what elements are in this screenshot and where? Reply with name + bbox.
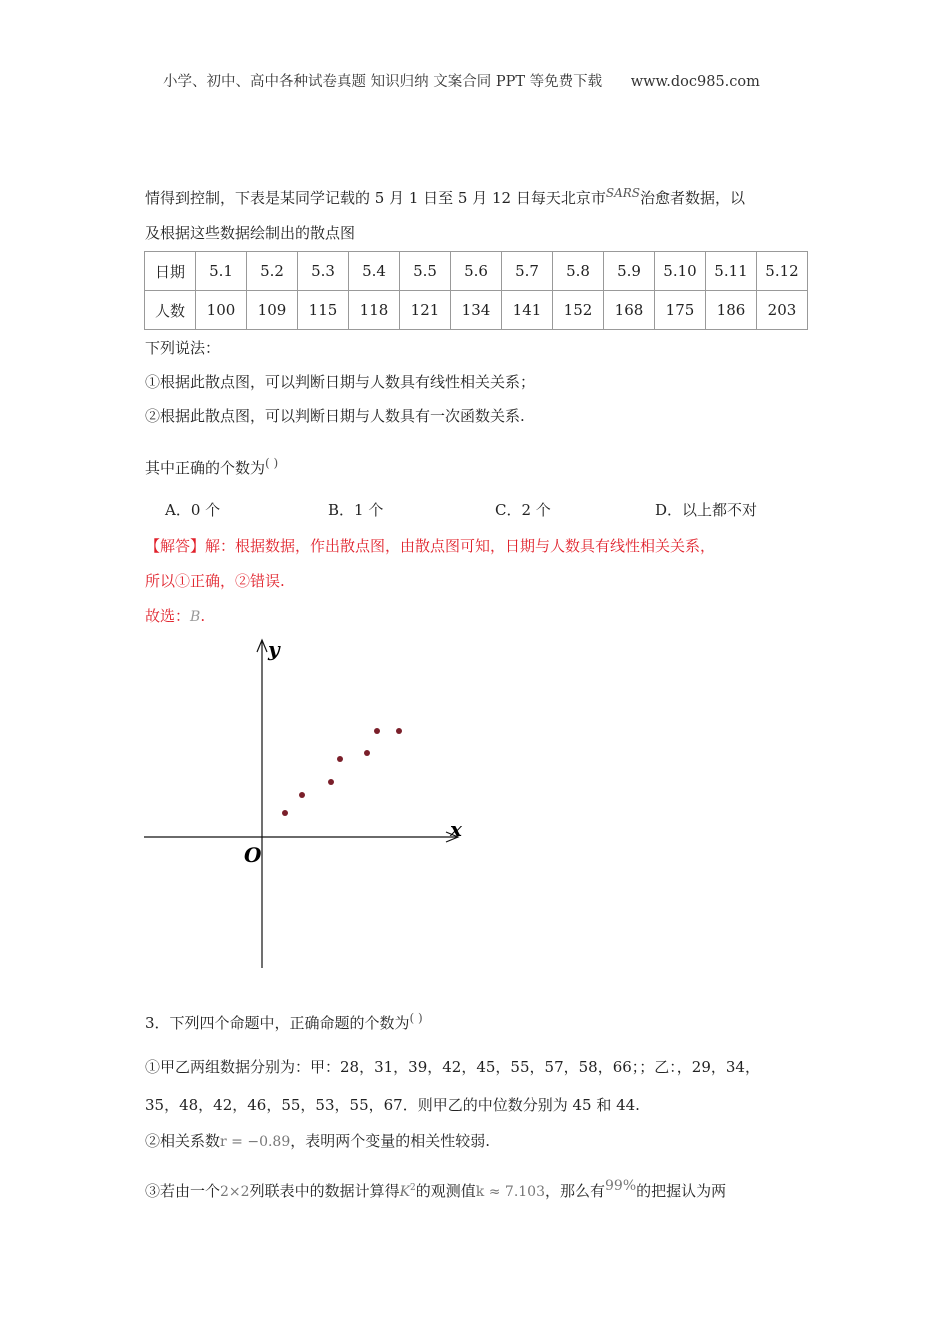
q3-title (145, 1011, 423, 1033)
table-cell-count: 168 (604, 291, 655, 330)
y-axis-label: y (268, 637, 280, 661)
p3-text-a: ③若由一个 (145, 1182, 221, 1200)
table-cell-count: 100 (196, 291, 247, 330)
scatter-point (396, 728, 402, 734)
statement-2: ②根据此散点图，可以判断日期与人数具有一次函数关系. (145, 407, 525, 425)
p3-text-d: ，那么有 (545, 1182, 606, 1200)
table-cell-date: 5.2 (247, 252, 298, 291)
table-cell-count: 115 (298, 291, 349, 330)
question-text: 其中正确的个数为 (145, 459, 266, 477)
table-cell-date: 5.4 (349, 252, 400, 291)
p3-text-c: 的观测值 (415, 1182, 476, 1200)
p3-math-4: 99% (605, 1178, 637, 1194)
table-cell-date: 5.1 (196, 252, 247, 291)
intro-text-end: 治愈者数据，以 (640, 189, 746, 207)
table-cell-count: 118 (349, 291, 400, 330)
p2-math: r = −0.89 (220, 1134, 291, 1150)
table-cell-count: 141 (502, 291, 553, 330)
statement-1: ①根据此散点图，可以判断日期与人数具有线性相关关系； (145, 373, 536, 391)
table-header-count: 人数 (145, 291, 196, 330)
table-cell-date: 5.3 (298, 252, 349, 291)
header-url[interactable]: www.doc985.com (630, 74, 760, 90)
choice-end: . (200, 607, 206, 625)
table-cell-date: 5.8 (553, 252, 604, 291)
table-header-date: 日期 (145, 252, 196, 291)
intro-text: 情得到控制，下表是某同学记载的 5 月 1 日至 5 月 12 日每天北京市 (145, 189, 606, 207)
table-cell-date: 5.9 (604, 252, 655, 291)
choice-value: B (190, 609, 201, 625)
intro-line-2: 及根据这些数据绘制出的散点图 (145, 224, 356, 242)
p3-text-b: 列联表中的数据计算得 (249, 1182, 400, 1200)
table-cell-count: 175 (655, 291, 706, 330)
scatter-point (282, 810, 288, 816)
table-cell-date: 5.11 (706, 252, 757, 291)
option-a: A．0 个 (165, 501, 221, 519)
scatter-point (337, 756, 343, 762)
table-cell-count: 121 (400, 291, 451, 330)
scatter-point (364, 750, 370, 756)
answer-paren: ( ) (265, 456, 279, 470)
statements-lead: 下列说法： (145, 339, 221, 357)
table-cell-count: 152 (553, 291, 604, 330)
choice-label: 故选： (145, 607, 191, 625)
sars-math: SARS (605, 186, 641, 200)
table-cell-count: 109 (247, 291, 298, 330)
table-cell-date: 5.6 (451, 252, 502, 291)
option-c: C．2 个 (495, 501, 551, 519)
table-cell-date: 5.12 (757, 252, 808, 291)
q3-prop-3 (145, 1178, 726, 1201)
scatter-point (299, 792, 305, 798)
p3-math-2: K (399, 1184, 411, 1200)
x-axis-label: x (450, 817, 462, 841)
table-cell-date: 5.10 (655, 252, 706, 291)
table-cell-date: 5.7 (502, 252, 553, 291)
table-cell-count: 186 (706, 291, 757, 330)
p3-math-1: 2×2 (220, 1184, 250, 1200)
p3-sup: 2 (410, 1183, 416, 1193)
p2-text-end: ，表明两个变量的相关性较弱. (290, 1132, 491, 1150)
origin-label: O (244, 843, 262, 867)
option-d: D．以上都不对 (655, 501, 758, 519)
option-b: B．1 个 (328, 501, 384, 519)
p2-text: ②相关系数 (145, 1132, 221, 1150)
q3-prop-1-line-2: 35，48，42，46，55，53，55，67．则甲乙的中位数分别为 45 和 44. (145, 1096, 640, 1114)
table-cell-count: 203 (757, 291, 808, 330)
q3-prop-2 (145, 1130, 490, 1151)
answer-line-2: 所以①正确，②错误. (145, 572, 285, 590)
table-cell-count: 134 (451, 291, 502, 330)
answer-line-1: 【解答】解：根据数据，作出散点图，由散点图可知，日期与人数具有线性相关关系， (145, 537, 716, 555)
q3-paren: ( ) (409, 1011, 423, 1025)
scatter-point (328, 779, 334, 785)
header-text: 小学、初中、高中各种试卷真题 知识归纳 文案合同 PPT 等免费下载 (163, 74, 603, 90)
p3-text-e: 的把握认为两 (636, 1182, 727, 1200)
table-cell-date: 5.5 (400, 252, 451, 291)
scatter-point (374, 728, 380, 734)
q3-title-text: 3．下列四个命题中，正确命题的个数为 (145, 1014, 410, 1032)
q3-prop-1-line-1: ①甲乙两组数据分别为：甲：28，31，39，42，45，55，57，58，66；；乙：，29，34， (145, 1058, 760, 1076)
p3-math-3: k ≈ 7.103 (475, 1184, 545, 1200)
